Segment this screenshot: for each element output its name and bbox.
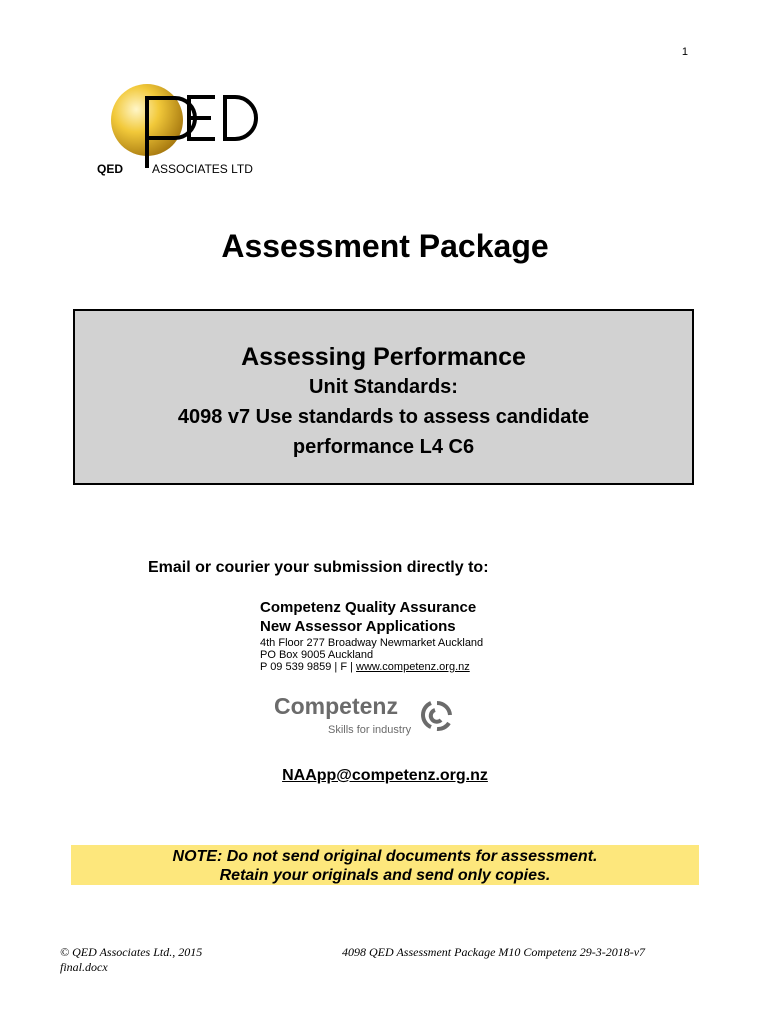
phone-text: P 09 539 9859 | F | <box>260 661 357 673</box>
competenz-logo <box>268 690 478 742</box>
box-line-standard: 4098 v7 Use standards to assess candidate <box>177 406 590 428</box>
competenz-wordmark: Competenz <box>274 693 398 719</box>
phone-line <box>260 661 483 673</box>
page-number: 1 <box>681 46 688 58</box>
website-link[interactable]: www.competenz.org.nz <box>356 661 470 673</box>
email-line <box>0 767 770 785</box>
logo-company: ASSOCIATES LTD <box>152 162 253 176</box>
org-department: New Assessor Applications <box>260 618 456 635</box>
footer-document-id: 4098 QED Assessment Package M10 Competenz 29-3-2018-v7 <box>342 945 646 959</box>
footer-left <box>60 945 202 975</box>
box-line-unit-standards: Unit Standards: <box>309 376 458 398</box>
competenz-tagline: Skills for industry <box>328 724 412 736</box>
street-address: 4th Floor 277 Broadway Newmarket Auckland <box>260 637 484 649</box>
organisation <box>260 598 476 636</box>
email-link[interactable]: NAApp@competenz.org.nz <box>282 767 488 784</box>
note-line-1: NOTE: Do not send original documents for assessment. <box>172 848 598 865</box>
logo-brand: QED <box>97 162 124 176</box>
note-line-2: Retain your originals and send only copies. <box>219 867 551 884</box>
unit-standard-box <box>73 309 694 485</box>
po-box: PO Box 9005 Auckland <box>260 649 374 661</box>
footer-filename: final.docx <box>60 960 108 974</box>
submission-heading: Email or courier your submission directly to: <box>148 559 489 576</box>
org-name: Competenz Quality Assurance <box>260 599 477 616</box>
document-title: Assessment Package <box>221 228 549 264</box>
box-line-level: performance L4 C6 <box>292 436 475 458</box>
qed-logo <box>97 83 282 183</box>
box-title: Assessing Performance <box>241 343 526 371</box>
address-block <box>260 637 483 673</box>
competenz-c-icon <box>423 703 450 729</box>
footer-copyright: © QED Associates Ltd., 2015 <box>60 945 203 959</box>
note-banner <box>71 845 699 885</box>
